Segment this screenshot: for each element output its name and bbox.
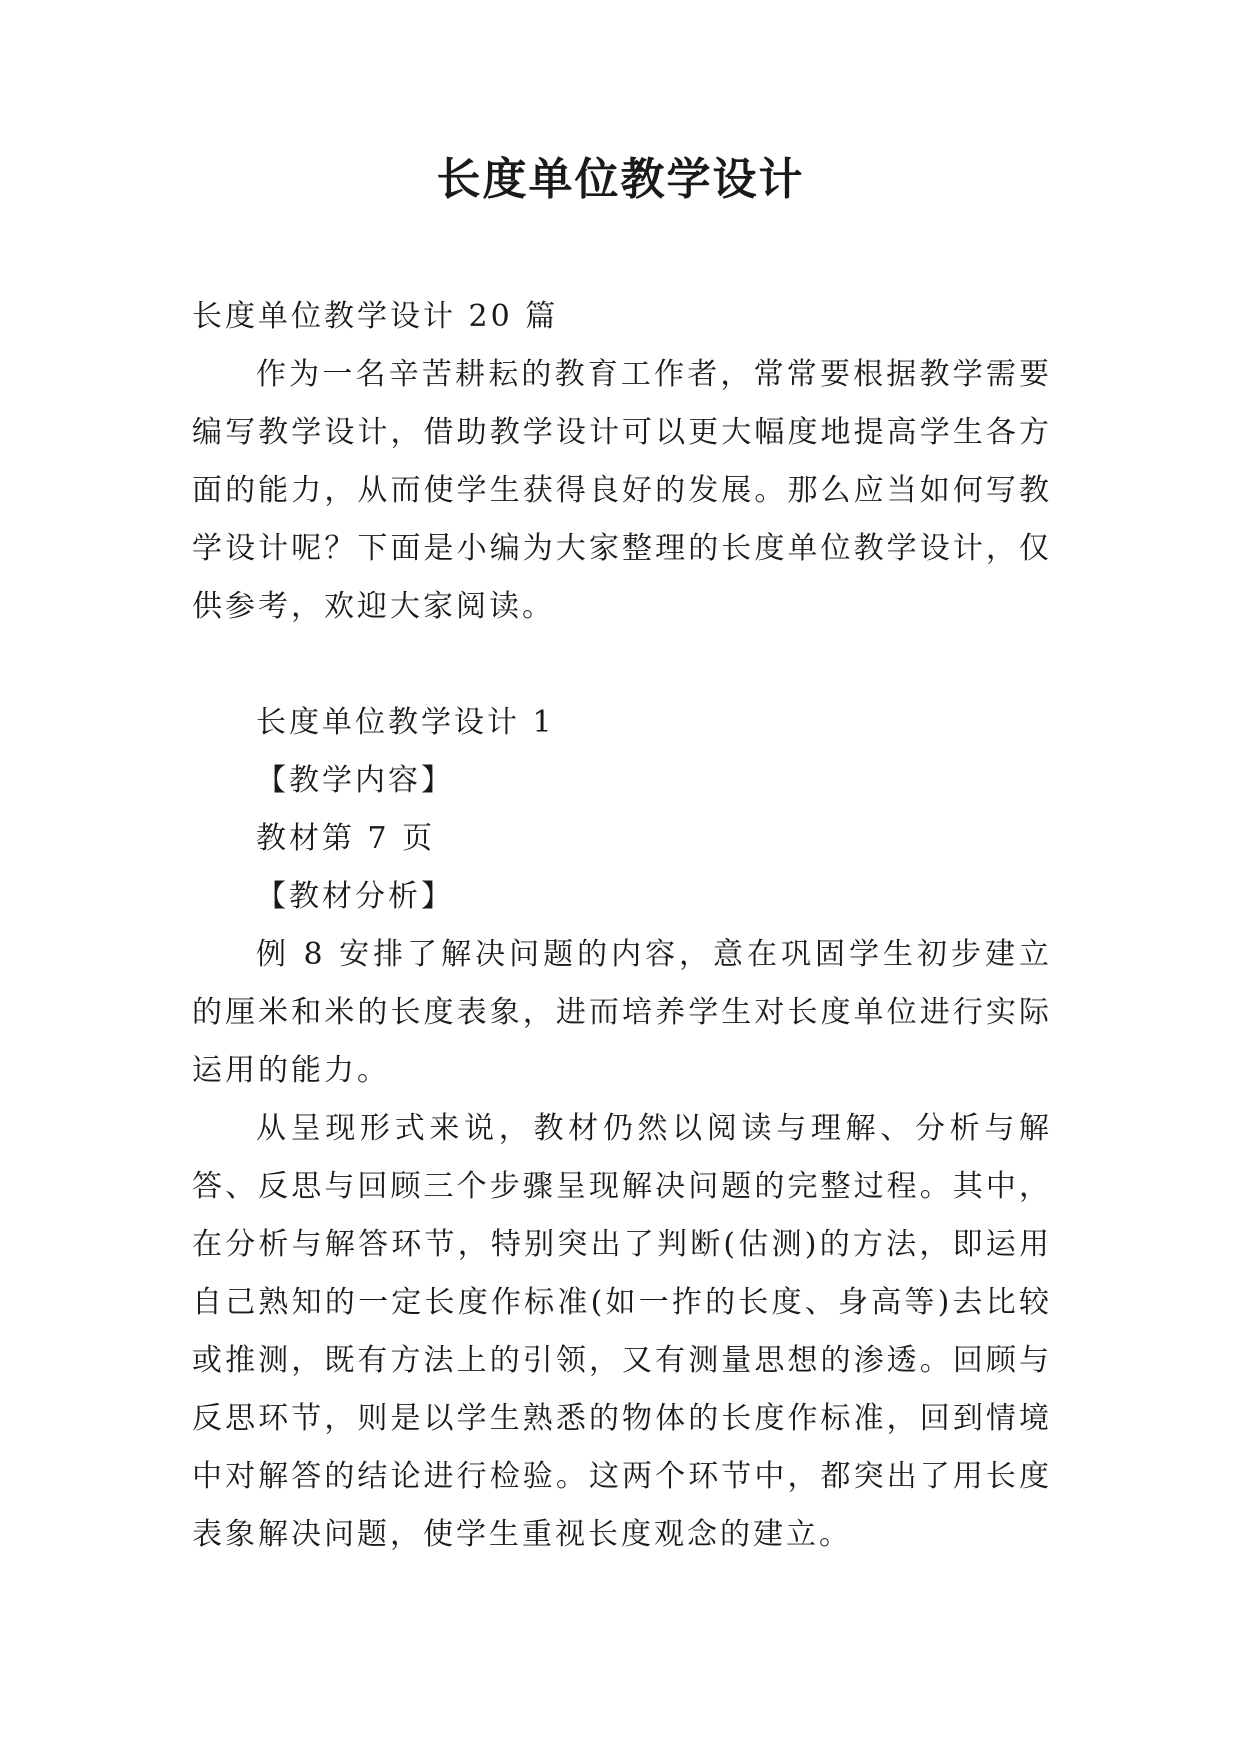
material-analysis-heading: 【教材分析】 (256, 879, 454, 914)
analysis-paragraph-2: 从呈现形式来说，教材仍然以阅读与理解、分析与解答、反思与回顾三个步骤呈现解决问题的完整过程。其中，在分析与解答环节，特别突出了判断(估测)的方法，即运用自己熟知的一定长度作标准(如一拃的长度、身高等)去比较或推测，既有方法上的引领，又有测量思想的渗透。回顾与反思环节，则是以学生熟悉的物体的长度作标准，回到情境中对解答的结论进行检验。这两个环节中，都突出了用长度表象解决问题，使学生重视长度观念的建立。 (192, 1111, 1052, 1552)
document-subtitle: 长度单位教学设计 20 篇 (192, 299, 559, 334)
analysis-paragraph-1: 例 8 安排了解决问题的内容，意在巩固学生初步建立的厘米和米的长度表象，进而培养学生对长度单位进行实际运用的能力。 (192, 937, 1052, 1088)
section-heading: 长度单位教学设计 1 (256, 705, 555, 740)
teaching-content-text: 教材第 7 页 (256, 821, 436, 856)
document-title: 长度单位教学设计 (436, 154, 805, 205)
document-body (192, 288, 1052, 1564)
intro-paragraph: 作为一名辛苦耕耘的教育工作者，常常要根据教学需要编写教学设计，借助教学设计可以更大幅度地提高学生各方面的能力，从而使学生获得良好的发展。那么应当如何写教学设计呢？下面是小编为大家整理的长度单位教学设计，仅供参考，欢迎大家阅读。 (192, 357, 1052, 624)
teaching-content-heading: 【教学内容】 (256, 763, 454, 798)
section-spacer (192, 636, 1052, 694)
